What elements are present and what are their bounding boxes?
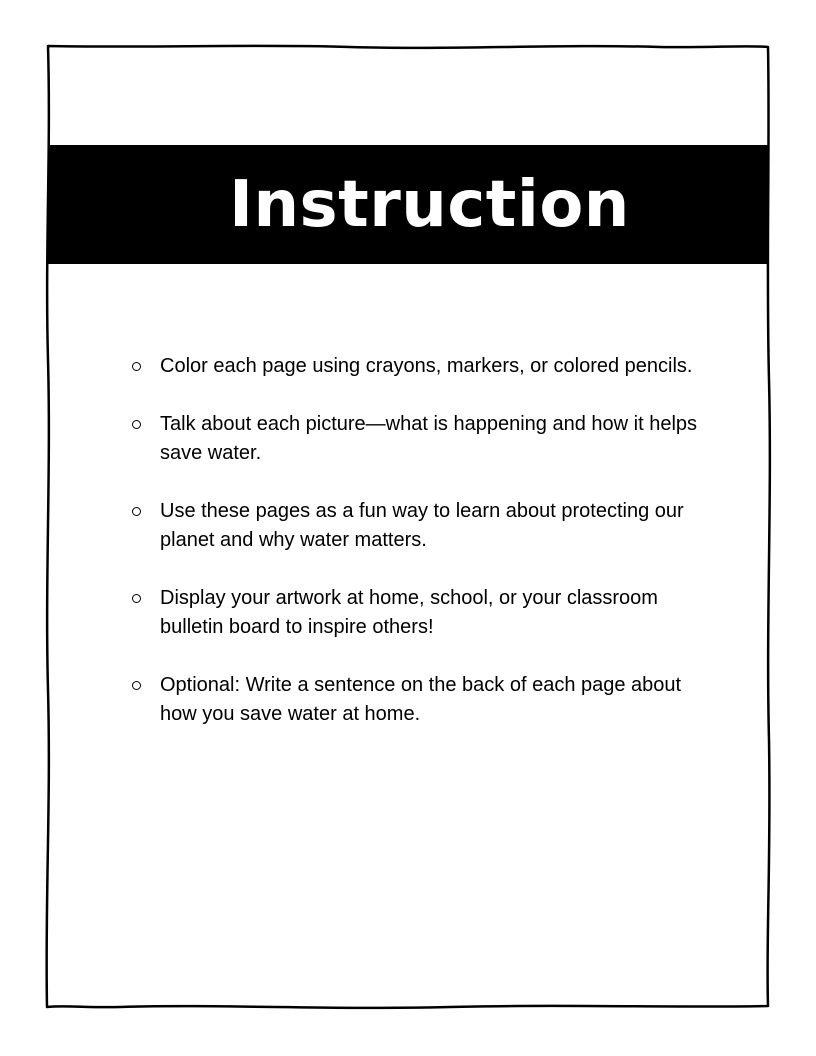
instruction-text: Use these pages as a fun way to learn about protecting our planet and why water matters. xyxy=(160,500,684,551)
circle-bullet-icon xyxy=(132,594,141,603)
title-banner xyxy=(48,145,768,264)
instruction-text: Color each page using crayons, markers, or colored pencils. xyxy=(160,355,693,377)
circle-bullet-icon xyxy=(132,362,141,371)
list-item xyxy=(130,584,700,642)
list-item xyxy=(130,497,700,555)
list-item xyxy=(130,352,700,381)
circle-bullet-icon xyxy=(132,507,141,516)
instruction-text: Talk about each picture—what is happening and how it helps save water. xyxy=(160,413,698,464)
circle-bullet-icon xyxy=(132,420,141,429)
page-title: Instruction xyxy=(229,167,630,242)
instruction-text: Display your artwork at home, school, or your classroom bulletin board to inspire others! xyxy=(160,587,658,638)
list-item xyxy=(130,410,700,468)
instruction-list xyxy=(130,352,700,758)
instruction-text: Optional: Write a sentence on the back of each page about how you save water at home. xyxy=(160,674,682,725)
list-item xyxy=(130,671,700,729)
circle-bullet-icon xyxy=(132,681,141,690)
